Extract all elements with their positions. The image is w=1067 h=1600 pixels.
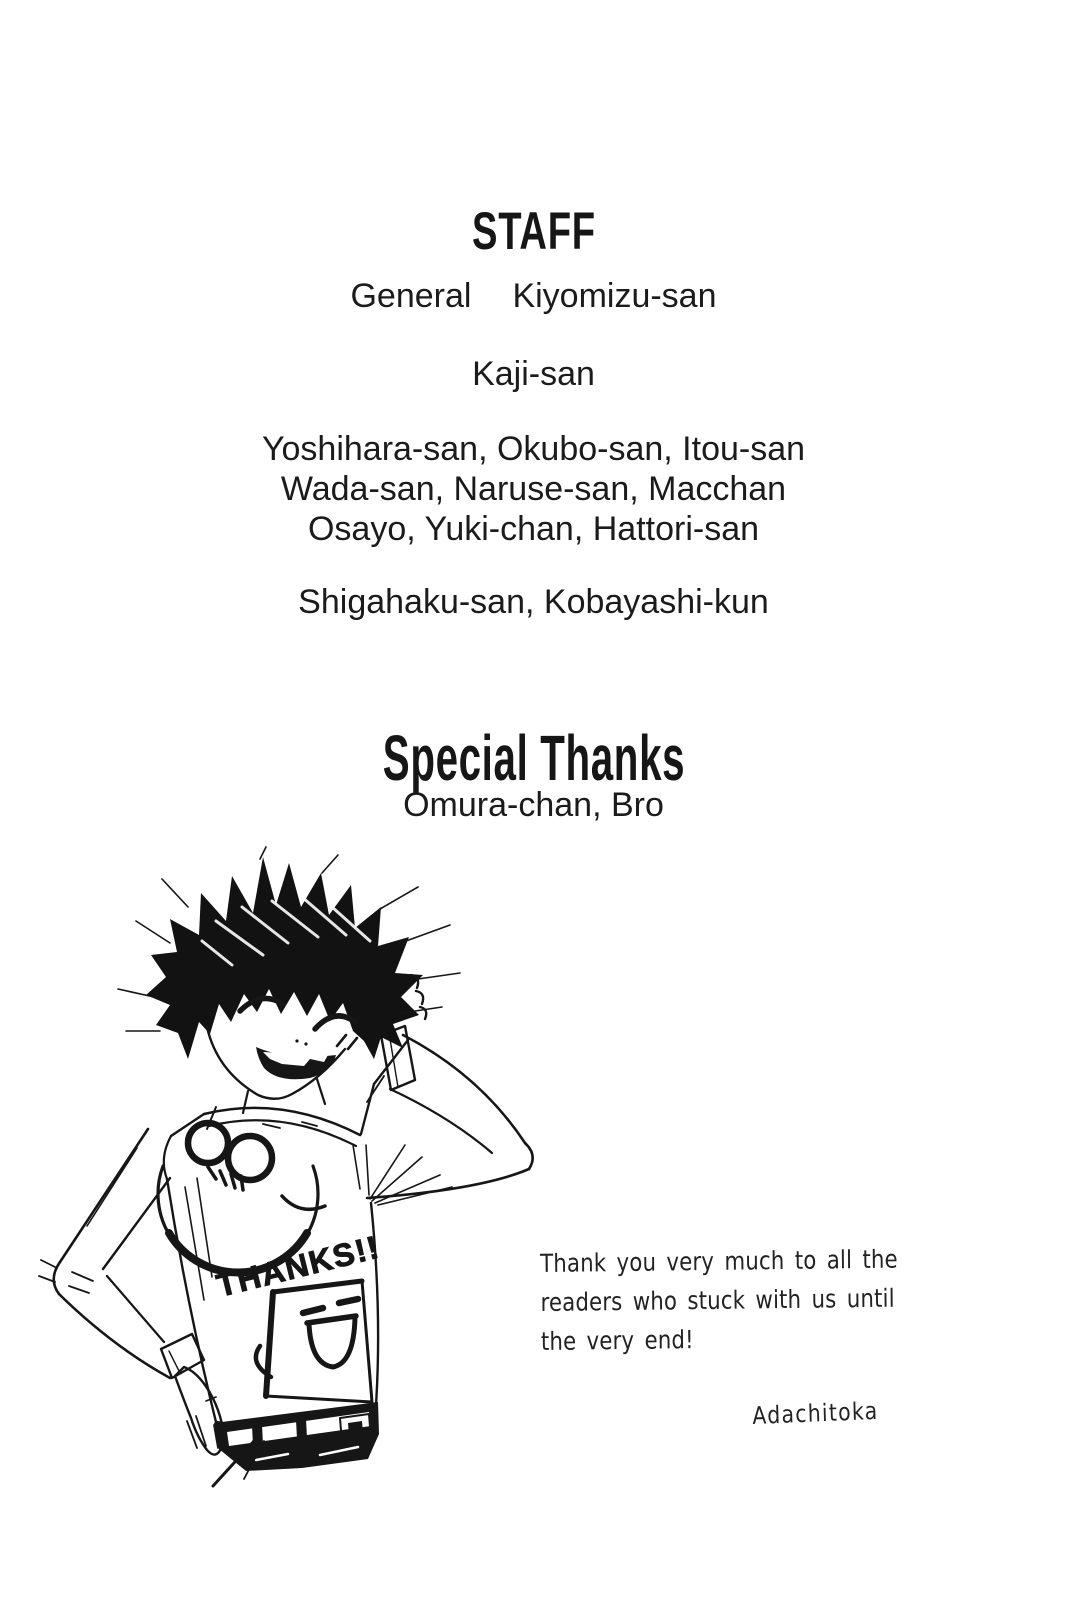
character-illustration [20,845,560,1500]
hair [118,847,460,1059]
credit-name: Kiyomizu-san [512,277,717,315]
staff-heading-text: STAFF [471,201,596,261]
credit-name: Yoshihara-san, Okubo-san, Itou-san [261,430,806,468]
special-thanks-heading-text: Special Thanks [382,722,685,795]
closed-eye-right [315,1016,355,1029]
credit-row: Omura-chan, Bro [403,786,664,824]
credit-row: Kaji-san [472,355,595,393]
blush-marks [337,1035,357,1049]
belt-jeans [213,1402,379,1486]
handwritten-note [540,1240,898,1361]
credit-name: Wada-san, Naruse-san, Macchan [280,470,787,508]
shirt-thanks-text: THANKS!! [212,1228,384,1304]
note-line: the very end! [540,1325,694,1356]
credit-name: Osayo, Yuki-chan, Hattori-san [307,510,760,548]
credit-row-general [0,276,1067,316]
credit-row-group [0,429,1067,549]
shirt-book-face [256,1281,372,1402]
note-line: readers who stuck with us until [540,1283,895,1317]
note-line: Thank you very much to all the [540,1244,898,1278]
left-hand [175,1367,223,1455]
credit-row: Shigahaku-san, Kobayashi-kun [298,583,769,621]
special-thanks-heading [0,722,1067,795]
staff-heading [0,201,1067,261]
credit-role: General [350,277,472,315]
author-signature: Adachitoka [752,1396,879,1430]
raised-arm [353,1026,533,1205]
